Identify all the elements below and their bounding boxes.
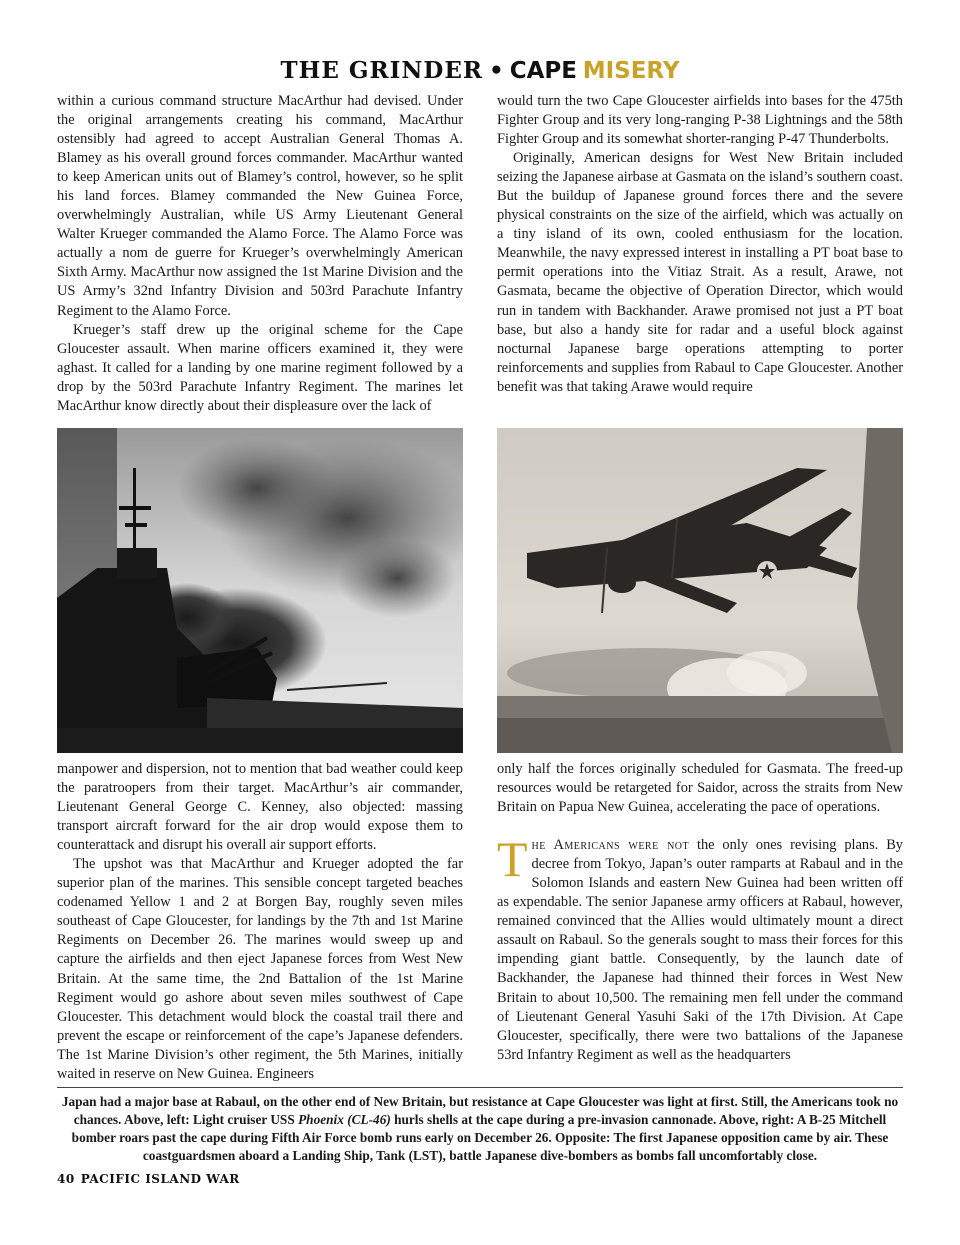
b25-bomber-photo bbox=[497, 428, 903, 753]
page-header bbox=[0, 56, 960, 86]
section-opening-paragraph bbox=[497, 831, 903, 1065]
caption-text: Japan had a major base at Rabaul, on the other end of New Britain, but resistance at Cape Gloucester was light at first. Still, the Americans took no chances. Above, left: Light cruiser USS bbox=[61, 1094, 899, 1127]
paragraph: manpower and dispersion, not to mention that bad weather could keep the paratroopers from their target. MacArthur’s air commander, Lieutenant General George C. Kenney, also objected: massing transport aircraft forward for the air drop would expose them to counterattack and disrupt his overall air support efforts. bbox=[57, 761, 463, 854]
lead-in: he Americans were not bbox=[531, 837, 690, 854]
paragraph: Krueger’s staff drew up the original scheme for the Cape Gloucester assault. When marine officers examined it, they were aghast. It called for a landing by one marine regiment followed by a drop by the 503rd Parachute Infantry Regiment. The marines let MacArthur know directly about their displeasure over the lack of bbox=[57, 321, 463, 414]
paragraph: The upshot was that MacArthur and Krueger adopted the far superior plan of the marines. This sensible concept targeted beaches codenamed Yellow 1 and 2 at Borgen Bay, roughly seven miles southeast of Cape Gloucester, for landings by the 7th and 1st Marine Regiments on December 26. The marines would sweep up and capture the airfields and then eject Japanese forces from West New Britain. At the same time, the 2nd Battalion of the 1st Marine Regiment would go ashore about seven miles southwest of Cape Gloucester. This detachment would block the coastal trail there and prevent the escape or reinforcement of the cape’s Japanese defenders. The 1st Marine Division’s other regiment, the 5th Marines, initially waited in reserve on New Guinea. Engineers bbox=[57, 856, 463, 1082]
header-separator: • bbox=[488, 58, 504, 84]
page-footer bbox=[57, 1172, 240, 1186]
paragraph: only half the forces originally scheduled for Gasmata. The freed-up resources would be retargeted for Saidor, across the straits from New Britain on Papua New Guinea, accelerating the pace of operations. bbox=[497, 761, 903, 816]
cruiser-photo bbox=[57, 428, 463, 753]
paragraph: would turn the two Cape Gloucester airfields into bases for the 475th Fighter Group and its very long-ranging P-38 Lightnings and the 58th Fighter Group and its somewhat shorter-ranging P-47 Thunderbolts. bbox=[497, 93, 903, 148]
text-column-1 bbox=[57, 92, 463, 416]
caption-text-2: hurls shells at the cape during a pre-invasion cannonade. Above, right: A B-25 Mitchell bomber roars past the cape during Fifth Air Force bomb runs early on December 26. Opposite: The first Japanese opposition came by air. These coastguardsmen aboard a Landing Ship, Tank (LST), battle Japanese dive-bombers as bombs fall uncomfortably close. bbox=[71, 1112, 889, 1163]
paragraph-text: the only ones revising plans. By decree from Tokyo, Japan’s outer ramparts at Rabaul and in the Solomon Islands and eastern New Guinea had been written off as expendable. The senior Japanese army officers at Rabaul, however, remained convinced that the Allies would ultimately mount a direct assault on Rabaul. So the generals sought to mass their forces for this impending giant battle. Consequently, by the launch date of Backhander, the Japanese had thinned their forces in West New Britain to about 10,500. The remaining men fell under the command of Lieutenant General Yasuhi Saki of the 17th Division. At Cape Gloucester, specifically, there were two battalions of the Japanese 53rd Infantry Regiment as well as the headquarters bbox=[497, 837, 903, 1063]
article-title-part2: MISERY bbox=[582, 58, 680, 84]
drop-cap: T bbox=[497, 831, 528, 888]
text-column-3 bbox=[57, 760, 463, 1084]
article-title-part1: CAPE bbox=[509, 58, 577, 84]
page-number: 40 bbox=[57, 1172, 75, 1186]
ship-name: Phoenix (CL-46) bbox=[298, 1112, 391, 1127]
magazine-name: PACIFIC ISLAND WAR bbox=[80, 1172, 240, 1186]
paragraph: Originally, American designs for West New Britain included seizing the Japanese airbase at Gasmata on the island’s southern coast. But the buildup of Japanese ground forces there and the severe physical constraints on the size of the airfield, which was actually on a tiny island of its own, cooled enthusiasm for the location. Meanwhile, the navy expressed interest in installing a PT boat base to permit operations into the Vitiaz Strait. As a result, Arawe, not Gasmata, became the objective of Operation Director, which would run in tandem with Backhander. Arawe promised not just a PT boat base, but also a handy site for radar and a useful block against nocturnal Japanese barge operations attempting to porter reinforcements and supplies from Rabaul to Cape Gloucester. Another benefit was that taking Arawe would require bbox=[497, 150, 903, 395]
photo-caption bbox=[57, 1093, 903, 1165]
text-column-2 bbox=[497, 92, 903, 397]
paragraph: within a curious command structure MacArthur had devised. Under the original arrangements creating his command, MacArthur ostensibly had agreed to accept Australian General Thomas A. Blamey as his overall ground forces commander. MacArthur wanted to keep American units out of Blamey’s control, however, so he split his land forces. Blamey commanded the New Guinea Force, overwhelmingly Australian, while US Army Lieutenant General Walter Krueger commanded the Alamo Force. The Alamo Force was actually a nom de guerre for Krueger’s overwhelmingly American Sixth Army. MacArthur now assigned the 1st Marine Division and the US Army’s 32nd Infantry Division and 503rd Parachute Infantry Regiment to the Alamo Force. bbox=[57, 93, 463, 319]
caption-divider bbox=[57, 1087, 903, 1088]
text-column-4 bbox=[497, 760, 903, 1065]
section-name: THE GRINDER bbox=[280, 57, 483, 84]
